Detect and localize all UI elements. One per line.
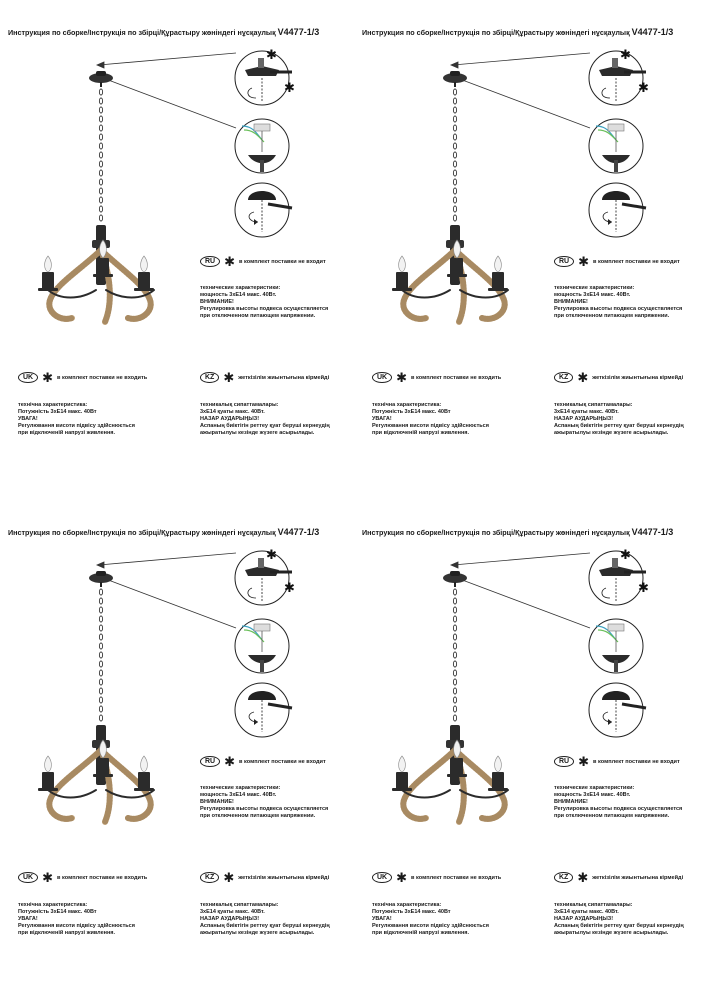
uk-line: технічна характеристика: [372, 902, 442, 908]
kz-line: Аспаның биіктігін реттеу қуат беруші кернеудің [200, 423, 330, 429]
uk-line: Регулювання висоти підвісу здійснюється [18, 923, 135, 929]
kz-line: ажыратылуы кезінде жүзеге асырылады. [200, 430, 315, 436]
kz-not-included-text: жеткізілім жиынтығына кірмейді [592, 374, 684, 381]
instruction-panel-bottom-left [0, 500, 353, 1000]
ru-not-included-row [200, 756, 326, 767]
pointer-arrows [451, 553, 590, 628]
uk-specs [372, 902, 542, 937]
star-icon: ✱ [578, 254, 590, 269]
uk-line: технічна характеристика: [18, 402, 88, 408]
uk-line: при відключеній напрузі живлення. [372, 430, 470, 436]
uk-not-included-row [18, 372, 147, 383]
ru-specs [200, 785, 370, 820]
kz-line: НАЗАР АУДАРЫҢЫЗ! [554, 916, 614, 922]
ru-line: Регулировка высоты подвеса осуществляется [554, 806, 683, 812]
star-icon: ✱ [577, 370, 589, 385]
wiring-connection-detail-icon [235, 619, 289, 673]
uk-line: при відключеній напрузі живлення. [18, 430, 116, 436]
uk-line: УВАГА! [18, 416, 38, 422]
ru-not-included-text: в комплект поставки не входит [593, 258, 680, 265]
kz-not-included-row [200, 372, 329, 383]
wiring-connection-detail-icon [589, 619, 643, 673]
star-icon: ✱ [42, 370, 54, 385]
uk-not-included-text: в комплект поставки не входить [411, 374, 502, 381]
kz-specs [554, 402, 707, 437]
ru-badge: RU [554, 256, 574, 267]
uk-line: Регулювання висоти підвісу здійснюється [18, 423, 135, 429]
pointer-arrows [451, 53, 590, 128]
svg-text:✱: ✱ [284, 580, 295, 595]
uk-line: Потужність 3хЕ14 макс. 40Вт [372, 909, 451, 915]
kz-specs [200, 402, 370, 437]
ru-not-included-row [554, 256, 680, 267]
uk-not-included-row [18, 872, 147, 883]
kz-line: 3хЕ14 қуаты макс. 40Вт. [200, 909, 265, 915]
kz-not-included-text: жеткізілім жиынтығына кірмейді [238, 874, 330, 881]
uk-line: технічна характеристика: [372, 402, 442, 408]
uk-specs [18, 902, 188, 937]
uk-specs [18, 402, 188, 437]
ru-line: при отключенном питающем напряжении. [554, 313, 670, 319]
kz-badge: KZ [200, 872, 219, 883]
svg-text:✱: ✱ [266, 47, 277, 62]
uk-line: Потужність 3хЕ14 макс. 40Вт [18, 409, 97, 415]
chain-adjustment-detail-icon [235, 683, 292, 737]
uk-line: Регулювання висоти підвісу здійснюється [372, 423, 489, 429]
instruction-panel-bottom-right [354, 500, 707, 1000]
star-icon: ✱ [223, 870, 235, 885]
pointer-arrows [97, 553, 236, 628]
uk-line: технічна характеристика: [18, 902, 88, 908]
star-icon: ✱ [396, 870, 408, 885]
wiring-connection-detail-icon [589, 119, 643, 173]
svg-text:✱: ✱ [620, 547, 631, 562]
kz-not-included-row [554, 872, 683, 883]
uk-badge: UK [372, 372, 392, 383]
kz-not-included-text: жеткізілім жиынтығына кірмейді [592, 874, 684, 881]
ru-line: при отключенном питающем напряжении. [200, 313, 316, 319]
kz-not-included-row [554, 372, 683, 383]
ru-not-included-text: в комплект поставки не входит [593, 758, 680, 765]
kz-line: ажыратылуы кезінде жүзеге асырылады. [554, 930, 669, 936]
ru-line: при отключенном питающем напряжении. [554, 813, 670, 819]
kz-badge: KZ [200, 372, 219, 383]
ru-badge: RU [200, 256, 220, 267]
kz-line: техникалық сипаттамалары: [200, 902, 279, 908]
uk-line: УВАГА! [18, 916, 38, 922]
kz-line: техникалық сипаттамалары: [554, 402, 633, 408]
ru-badge: RU [554, 756, 574, 767]
kz-line: 3хЕ14 қуаты макс. 40Вт. [554, 909, 619, 915]
uk-not-included-text: в комплект поставки не входить [411, 874, 502, 881]
uk-badge: UK [18, 872, 38, 883]
ceiling-canopy-icon [89, 571, 113, 587]
uk-badge: UK [18, 372, 38, 383]
star-icon: ✱ [578, 754, 590, 769]
model-code: V4477-1/3 [631, 27, 674, 37]
ceiling-canopy-icon [443, 571, 467, 587]
kz-line: ажыратылуы кезінде жүзеге асырылады. [554, 430, 669, 436]
kz-specs [200, 902, 370, 937]
uk-line: Регулювання висоти підвісу здійснюється [372, 923, 489, 929]
uk-not-included-row [372, 872, 501, 883]
uk-line: УВАГА! [372, 416, 392, 422]
ru-line: технические характеристики: [200, 285, 281, 291]
uk-line: Потужність 3хЕ14 макс. 40Вт [372, 409, 451, 415]
ru-line: при отключенном питающем напряжении. [200, 813, 316, 819]
svg-text:✱: ✱ [638, 580, 649, 595]
ru-line: ВНИМАНИЕ! [200, 799, 234, 805]
kz-badge: KZ [554, 372, 573, 383]
title-text: Инструкция по сборке/Інструкція по збірці/Құрастыру жөніндегі нұсқаулық [8, 528, 276, 537]
uk-not-included-text: в комплект поставки не входить [57, 374, 148, 381]
kz-line: техникалық сипаттамалары: [554, 902, 633, 908]
star-icon: ✱ [577, 870, 589, 885]
chain-adjustment-detail-icon [589, 683, 646, 737]
ru-specs [554, 285, 707, 320]
ru-line: ВНИМАНИЕ! [200, 299, 234, 305]
uk-line: при відключеній напрузі живлення. [372, 930, 470, 936]
title-text: Инструкция по сборке/Інструкція по збірці/Құрастыру жөніндегі нұсқаулық [8, 28, 276, 37]
wiring-connection-detail-icon [235, 119, 289, 173]
ru-line: Регулировка высоты подвеса осуществляется [200, 806, 329, 812]
kz-line: 3хЕ14 қуаты макс. 40Вт. [554, 409, 619, 415]
ru-line: технические характеристики: [200, 785, 281, 791]
ru-line: Регулировка высоты подвеса осуществляется [554, 306, 683, 312]
kz-line: Аспаның биіктігін реттеу қуат беруші кернеудің [554, 923, 684, 929]
ru-line: ВНИМАНИЕ! [554, 799, 588, 805]
kz-badge: KZ [554, 872, 573, 883]
ru-specs [200, 285, 370, 320]
ru-line: Регулировка высоты подвеса осуществляется [200, 306, 329, 312]
chain-adjustment-detail-icon [589, 183, 646, 237]
kz-line: Аспаның биіктігін реттеу қуат беруші кернеудің [554, 423, 684, 429]
ru-specs [554, 785, 707, 820]
uk-badge: UK [372, 872, 392, 883]
kz-line: 3хЕ14 қуаты макс. 40Вт. [200, 409, 265, 415]
chain-icon [99, 589, 102, 721]
chain-adjustment-detail-icon [235, 183, 292, 237]
ru-line: технические характеристики: [554, 785, 635, 791]
ceiling-canopy-icon [89, 71, 113, 87]
uk-not-included-text: в комплект поставки не входить [57, 874, 148, 881]
kz-line: НАЗАР АУДАРЫҢЫЗ! [200, 416, 260, 422]
uk-not-included-row [372, 372, 501, 383]
ceiling-mount-detail-icon [589, 47, 649, 105]
ru-line: мощность 3хЕ14 макс. 40Вт. [554, 292, 631, 298]
ru-badge: RU [200, 756, 220, 767]
kz-not-included-text: жеткізілім жиынтығына кірмейді [238, 374, 330, 381]
star-icon: ✱ [224, 754, 236, 769]
star-icon: ✱ [223, 370, 235, 385]
title-text: Инструкция по сборке/Інструкція по збірці/Құрастыру жөніндегі нұсқаулық [362, 28, 630, 37]
instruction-panel-top-right [354, 0, 707, 500]
ru-not-included-row [554, 756, 680, 767]
ru-line: технические характеристики: [554, 285, 635, 291]
kz-specs [554, 902, 707, 937]
ceiling-mount-detail-icon [589, 547, 649, 605]
title-text: Инструкция по сборке/Інструкція по збірці/Құрастыру жөніндегі нұсқаулық [362, 528, 630, 537]
ru-line: мощность 3хЕ14 макс. 40Вт. [200, 292, 277, 298]
kz-line: техникалық сипаттамалары: [200, 402, 279, 408]
ru-line: мощность 3хЕ14 макс. 40Вт. [554, 792, 631, 798]
chain-icon [453, 589, 456, 721]
pointer-arrows [97, 53, 236, 128]
kz-line: ажыратылуы кезінде жүзеге асырылады. [200, 930, 315, 936]
star-icon: ✱ [42, 870, 54, 885]
kz-line: НАЗАР АУДАРЫҢЫЗ! [200, 916, 260, 922]
uk-specs [372, 402, 542, 437]
instruction-panel-top-left [0, 0, 353, 500]
model-code: V4477-1/3 [277, 527, 320, 537]
ceiling-mount-detail-icon [235, 47, 295, 105]
ru-not-included-text: в комплект поставки не входит [239, 258, 326, 265]
chain-icon [99, 89, 102, 221]
ru-line: ВНИМАНИЕ! [554, 299, 588, 305]
uk-line: при відключеній напрузі живлення. [18, 930, 116, 936]
svg-text:✱: ✱ [638, 80, 649, 95]
svg-text:✱: ✱ [620, 47, 631, 62]
kz-not-included-row [200, 872, 329, 883]
kz-line: НАЗАР АУДАРЫҢЫЗ! [554, 416, 614, 422]
model-code: V4477-1/3 [277, 27, 320, 37]
uk-line: УВАГА! [372, 916, 392, 922]
ru-not-included-row [200, 256, 326, 267]
svg-text:✱: ✱ [284, 80, 295, 95]
model-code: V4477-1/3 [631, 527, 674, 537]
ru-line: мощность 3хЕ14 макс. 40Вт. [200, 792, 277, 798]
chain-icon [453, 89, 456, 221]
kz-line: Аспаның биіктігін реттеу қуат беруші кернеудің [200, 923, 330, 929]
ceiling-mount-detail-icon [235, 547, 295, 605]
ceiling-canopy-icon [443, 71, 467, 87]
ru-not-included-text: в комплект поставки не входит [239, 758, 326, 765]
uk-line: Потужність 3хЕ14 макс. 40Вт [18, 909, 97, 915]
star-icon: ✱ [224, 254, 236, 269]
svg-text:✱: ✱ [266, 547, 277, 562]
star-icon: ✱ [396, 370, 408, 385]
